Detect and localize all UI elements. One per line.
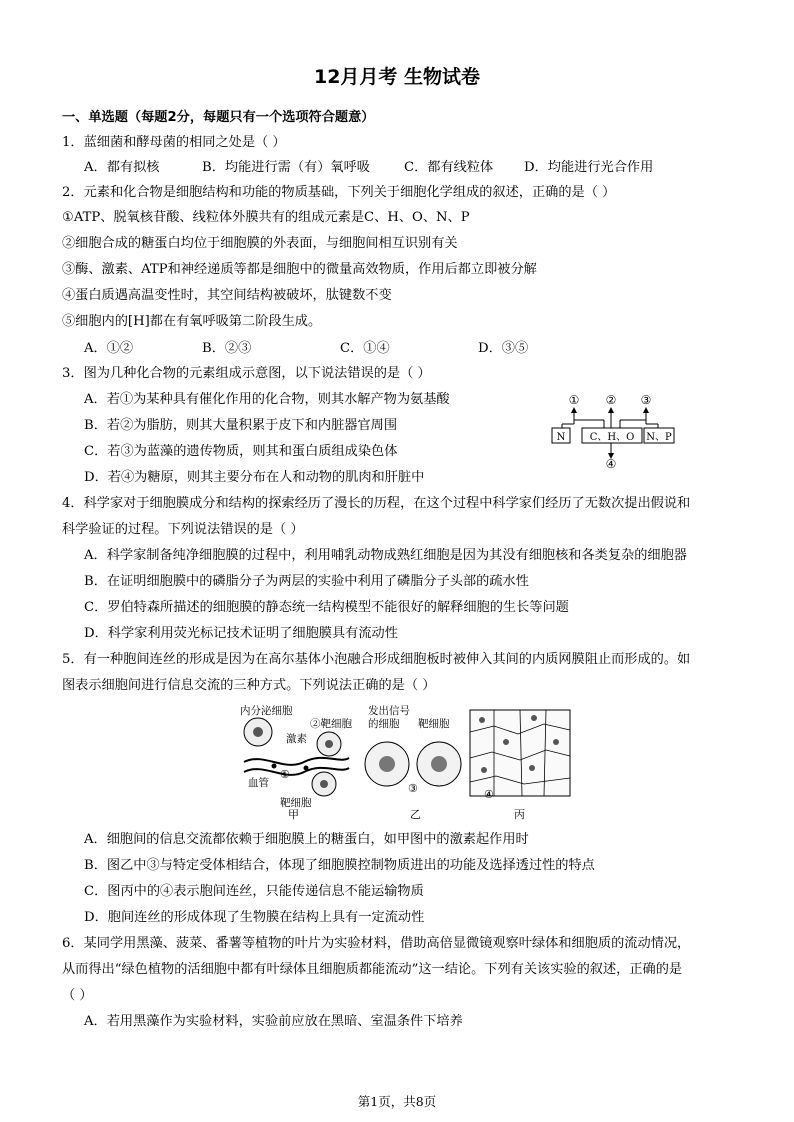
q5-option-d: D．胞间连丝的形成体现了生物膜在结构上具有一定流动性 [84, 910, 425, 925]
panel-bing [470, 710, 570, 820]
box-n-label: N [556, 432, 566, 443]
q4-option-b: B．在证明细胞膜中的磷脂分子为两层的实验中利用了磷脂分子头部的疏水性 [84, 574, 529, 589]
caption-bing: 丙 [514, 808, 525, 820]
box-cho-label: C、H、O [589, 432, 635, 443]
q4-option-d: D．科学家利用荧光标记技术证明了细胞膜具有流动性 [84, 626, 398, 641]
q3-stem: 3．图为几种化合物的元素组成示意图，以下说法错误的是（ ） [62, 366, 431, 381]
caption-jia: 甲 [288, 808, 299, 820]
q2-option-a: A．①② [84, 341, 134, 356]
q3-option-a: A．若①为某种具有催化作用的化合物，则其水解产物为氨基酸 [84, 392, 450, 407]
q4-option-c: C．罗伯特森所描述的细胞膜的静态统一结构模型不能很好的解释细胞的生长等问题 [84, 600, 569, 615]
q2-statement-3: ③酶、激素、ATP和神经递质等都是细胞中的微量高效物质，作用后都立即被分解 [62, 262, 537, 277]
q4-option-a: A．科学家制备纯净细胞膜的过程中，利用哺乳动物成熟红细胞是因为其没有细胞核和各类复杂的细胞器 [84, 548, 687, 563]
q1-option-a: A．都有拟核 [84, 160, 160, 175]
element-composition-diagram [548, 388, 678, 470]
caption-yi: 乙 [410, 808, 421, 820]
q4-stem-line1: 4．科学家对于细胞膜成分和结构的探索经历了漫长的历程，在这个过程中科学家们经历了无数次提出假说和 [62, 496, 691, 511]
q1-stem: 1．蓝细菌和酵母菌的相同之处是（ ） [62, 135, 286, 150]
page-title: 12月月考 生物试卷 [313, 66, 481, 88]
q3-option-c: C．若③为蓝藻的遗传物质，则其和蛋白质组成染色体 [84, 444, 398, 459]
q5-stem-line1: 5．有一种胞间连丝的形成是因为在高尔基体小泡融合形成细胞板时被伸入其间的内质网膜阻止而形成的。如 [62, 652, 691, 667]
q5-stem-line2: 图表示细胞间进行信息交流的三种方式。下列说法正确的是（ ） [62, 678, 436, 693]
q5-option-c: C．图丙中的④表示胞间连丝，只能传递信息不能运输物质 [84, 884, 424, 899]
q1-option-d: D．均能进行光合作用 [524, 160, 654, 175]
diagram-label-1: ① [568, 393, 580, 407]
bing-marker-4: ④ [484, 788, 494, 801]
q3-option-b: B．若②为脂肪，则其大量积累于皮下和内脏器官周围 [84, 418, 398, 433]
diagram-label-4: ④ [605, 457, 617, 470]
q4-stem-line2: 科学验证的过程。下列说法错误的是（ ） [62, 522, 304, 537]
jia-endocrine-label: 内分泌细胞 [240, 705, 293, 717]
q3-option-d: D．若④为糖原，则其主要分布在人和动物的肌肉和肝脏中 [84, 470, 425, 485]
q2-stem: 2．元素和化合物是细胞结构和功能的物质基础，下列关于细胞化学组成的叙述，正确的是（ ） [62, 185, 616, 200]
q5-option-b: B．图乙中③与特定受体相结合，体现了细胞膜控制物质进出的功能及选择透过性的特点 [84, 858, 595, 873]
yi-target-label: 靶细胞 [418, 718, 450, 730]
q2-statement-4: ④蛋白质遇高温变性时，其空间结构被破坏，肽键数不变 [62, 288, 392, 303]
q2-statement-5: ⑤细胞内的[H]都在有氧呼吸第二阶段生成。 [62, 314, 322, 329]
section-heading: 一、单选题（每题2分，每题只有一个选项符合题意） [62, 110, 375, 125]
q6-stem-line3: （ ） [62, 988, 93, 1003]
yi-signal-label-2: 的细胞 [368, 718, 400, 730]
q5-option-a: A．细胞间的信息交流都依赖于细胞膜上的糖蛋白，如甲图中的激素起作用时 [84, 832, 529, 847]
q6-option-a: A．若用黑藻作为实验材料，实验前应放在黑暗、室温条件下培养 [84, 1014, 463, 1029]
q1-option-b: B．均能进行需（有）氧呼吸 [202, 160, 370, 175]
box-np-label: N、P [646, 432, 672, 443]
q2-statement-1: ①ATP、脱氧核苷酸、线粒体外膜共有的组成元素是C、H、O、N、P [62, 210, 470, 225]
q2-option-c: C．①④ [340, 341, 390, 356]
jia-target-bottom-label: 靶细胞 [280, 797, 312, 809]
jia-target-top-label: ②靶细胞 [310, 718, 352, 730]
page-footer: 第1页，共8页 [357, 1094, 437, 1109]
cell-communication-figure [234, 702, 574, 820]
jia-hormone-label: 激素 [286, 733, 307, 745]
q2-option-d: D．③⑤ [478, 341, 529, 356]
diagram-label-2: ② [605, 393, 617, 407]
q6-stem-line1: 6．某同学用黑藻、菠菜、番薯等植物的叶片为实验材料，借助高倍显微镜观察叶绿体和细胞质的流动情况， [62, 936, 691, 951]
q2-option-b: B．②③ [202, 341, 252, 356]
jia-vessel-label: 血管 [248, 777, 269, 789]
yi-marker-3: ③ [408, 782, 418, 795]
panel-jia [240, 704, 352, 820]
q2-statement-2: ②细胞合成的糖蛋白均位于细胞膜的外表面，与细胞间相互识别有关 [62, 236, 458, 251]
jia-marker-1: ① [280, 768, 290, 781]
yi-signal-label-1: 发出信号 [368, 705, 410, 717]
panel-yi [365, 704, 461, 820]
q6-stem-line2: 从而得出“绿色植物的活细胞中都有叶绿体且细胞质都能流动”这一结论。下列有关该实验的叙述，正确的是 [62, 962, 683, 977]
q1-option-c: C．都有线粒体 [404, 160, 494, 175]
diagram-label-3: ③ [640, 393, 652, 407]
